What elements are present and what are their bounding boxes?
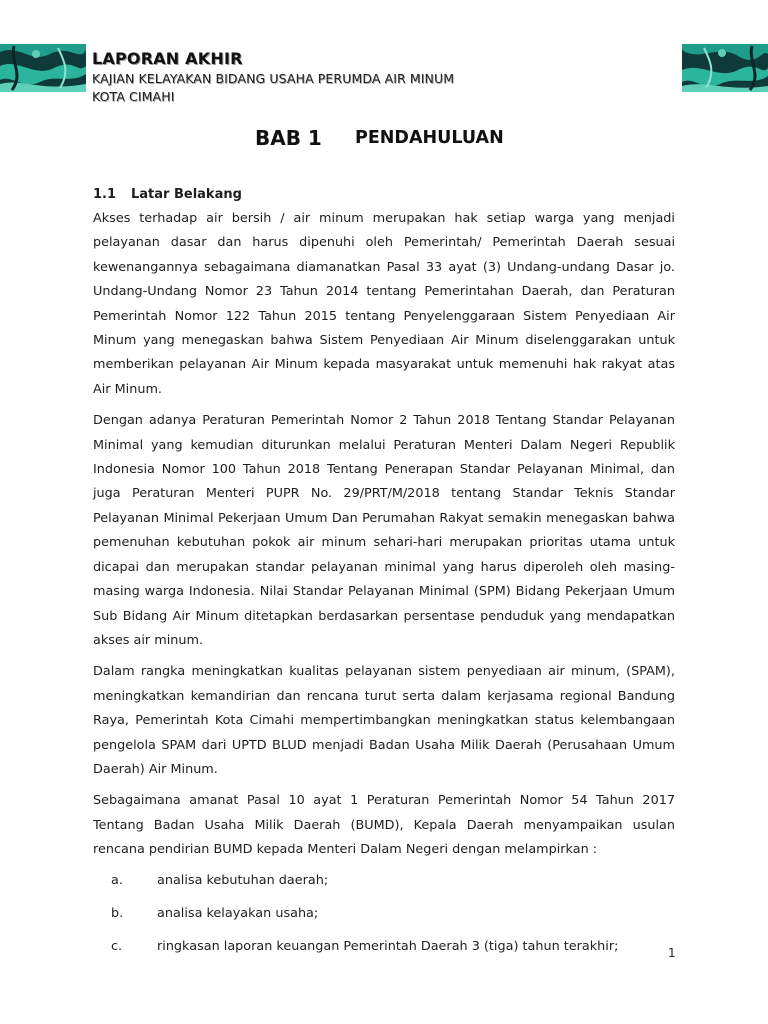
requirements-list xyxy=(93,871,675,957)
list-item xyxy=(93,937,675,957)
list-item xyxy=(93,871,675,891)
chapter-title: PENDAHULUAN xyxy=(355,128,504,148)
list-marker: b. xyxy=(111,905,124,921)
header-decoration-left xyxy=(0,44,86,92)
report-title: LAPORAN AKHIR xyxy=(92,49,243,68)
report-subtitle-city: KOTA CIMAHI xyxy=(92,89,175,104)
list-item-text: ringkasan laporan keuangan Pemerintah Daerah 3 (tiga) tahun terakhir; xyxy=(157,938,619,954)
paragraph: Dengan adanya Peraturan Pemerintah Nomor 2 Tahun 2018 Tentang Standar Pelayanan Minimal yang kemudian diturunkan melalui Peraturan Menteri Dalam Negeri Republik Indonesia Nomor 100 Tahun 2018 Tentang Penerapan Standar Pelayanan Minimal, dan juga Peraturan Menteri PUPR No. 29/PRT/M/2018 tentang Standar Teknis Standar Pelayanan Minimal Pekerjaan Umum Dan Perumahan Rakyat semakin menegaskan bahwa pemenuhan kebutuhan pokok air minum sehari-hari merupakan prioritas utama untuk dicapai dan merupakan standar pelayanan minimal yang harus diperoleh oleh masing-masing warga Indonesia. Nilai Standar Pelayanan Minimal (SPM) Bidang Pekerjaan Umum Sub Bidang Air Minum ditetapkan berdasarkan persentase penduduk yang mendapatkan akses air minum. xyxy=(93,413,675,648)
report-subtitle: KAJIAN KELAYAKAN BIDANG USAHA PERUMDA AIR MINUM xyxy=(92,71,455,86)
list-item-text: analisa kebutuhan daerah; xyxy=(157,872,329,888)
chapter-number: BAB 1 xyxy=(255,126,322,150)
section-heading xyxy=(93,186,675,204)
paragraph: Dalam rangka meningkatkan kualitas pelayanan sistem penyediaan air minum, (SPAM), meningkatkan kemandirian dan rencana turut serta dalam kerjasama regional Bandung Raya, Pemerintah Kota Cimahi mempertimbangkan meningkatkan status kelembangaan pengelola SPAM dari UPTD BLUD menjadi Badan Usaha Milik Daerah (Perusahaan Umum Daerah) Air Minum. xyxy=(93,664,675,777)
list-marker: c. xyxy=(111,938,123,954)
header-decoration-right xyxy=(682,44,768,92)
paragraph: Sebagaimana amanat Pasal 10 ayat 1 Peraturan Pemerintah Nomor 54 Tahun 2017 Tentang Badan Usaha Milik Daerah (BUMD), Kepala Daerah menyampaikan usulan rencana pendirian BUMD kepada Menteri Dalam Negeri dengan melampirkan : xyxy=(93,793,675,858)
section-number: 1.1 xyxy=(93,187,117,202)
list-item-text: analisa kelayakan usaha; xyxy=(157,905,319,921)
document-body xyxy=(93,186,675,970)
paragraph: Akses terhadap air bersih / air minum merupakan hak setiap warga yang menjadi pelayanan dasar dan harus dipenuhi oleh Pemerintah/ Pemerintah Daerah sesuai kewenangannya sebagaimana diamanatkan Pasal 33 ayat (3) Undang-undang Dasar jo. Undang-Undang Nomor 23 Tahun 2014 tentang Pemerintahan Daerah, dan Peraturan Pemerintah Nomor 122 Tahun 2015 tentang Penyelenggaraan Sistem Penyediaan Air Minum yang menegaskan bahwa Sistem Penyediaan Air Minum diselenggarakan untuk memberikan pelayanan Air Minum kepada masyarakat untuk memenuhi hak rakyat atas Air Minum. xyxy=(93,211,675,397)
section-title: Latar Belakang xyxy=(131,187,242,202)
list-item xyxy=(93,904,675,924)
list-marker: a. xyxy=(111,872,123,888)
page-number: 1 xyxy=(668,946,676,960)
